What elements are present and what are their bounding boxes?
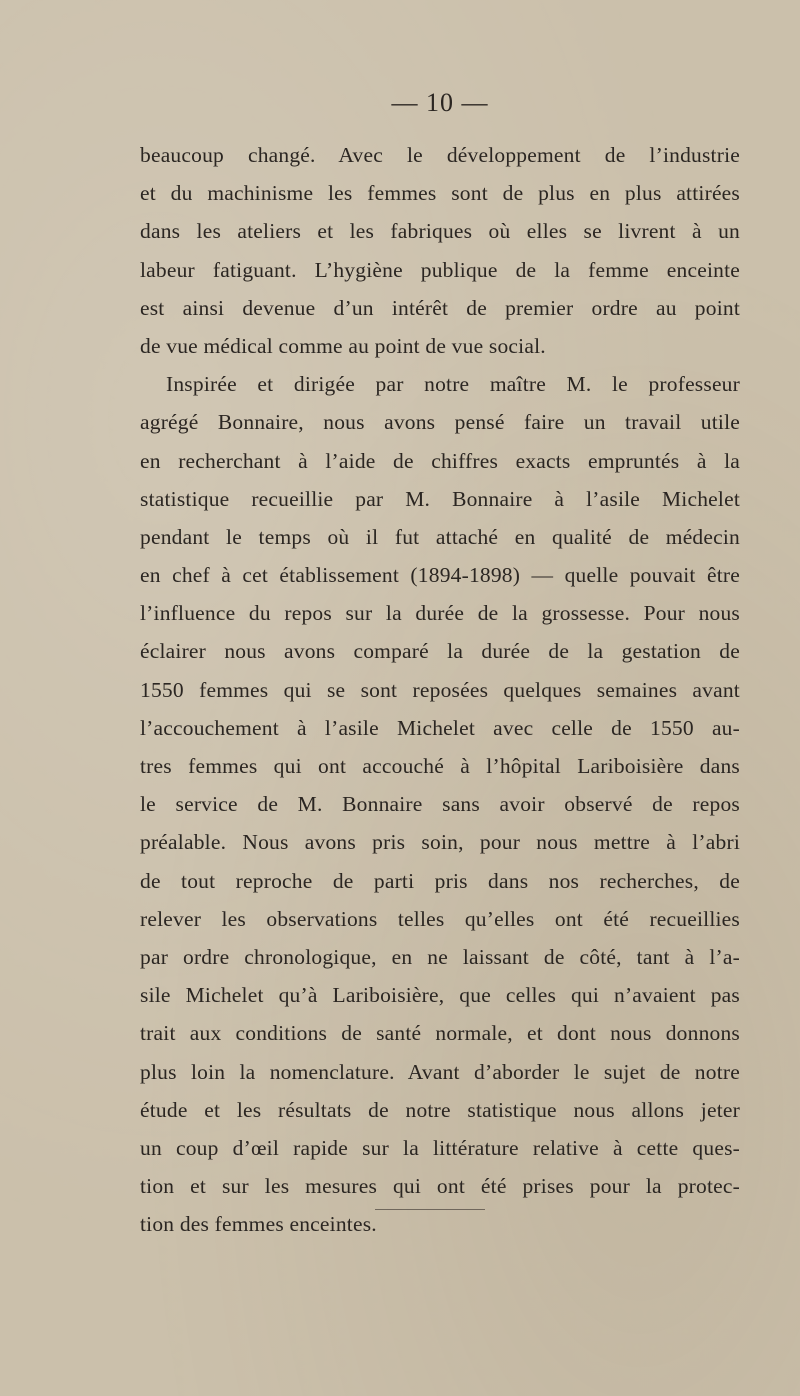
text-line: de tout reproche de parti pris dans nos recherches, de (140, 868, 740, 893)
text-line: statistique recueillie par M. Bonnaire à l’asile Michelet (140, 486, 740, 511)
text-line: labeur fatiguant. L’hygiène publique de la femme enceinte (140, 257, 740, 282)
text-line: éclairer nous avons comparé la durée de la gestation de (140, 639, 740, 664)
text-line: sile Michelet qu’à Lariboisière, que celles qui n’avaient pas (140, 983, 740, 1008)
text-line: préalable. Nous avons pris soin, pour nous mettre à l’abri (140, 830, 740, 855)
text-line: en chef à cet établissement (1894-1898) — quelle pouvait être (140, 563, 740, 588)
text-line: étude et les résultats de notre statistique nous allons jeter (140, 1097, 740, 1122)
text-line: de vue médical comme au point de vue social. (140, 333, 546, 358)
page-number: — 10 — (391, 88, 489, 117)
text-line: Inspirée et dirigée par notre maître M. le professeur (166, 372, 740, 397)
text-line: le service de M. Bonnaire sans avoir observé de repos (140, 792, 740, 817)
body-text (140, 136, 740, 1243)
text-line: et du machinisme les femmes sont de plus en plus attirées (140, 181, 740, 206)
text-line: l’influence du repos sur la durée de la grossesse. Pour nous (140, 601, 740, 626)
text-line: tion des femmes enceintes. (140, 1212, 377, 1237)
text-line: agrégé Bonnaire, nous avons pensé faire un travail utile (140, 410, 740, 435)
text-line: trait aux conditions de santé normale, et dont nous donnons (140, 1021, 740, 1046)
text-line: tres femmes qui ont accouché à l’hôpital Lariboisière dans (140, 754, 740, 778)
text-line: dans les ateliers et les fabriques où elles se livrent à un (140, 219, 740, 244)
text-line: tion et sur les mesures qui ont été prises pour la protec- (140, 1174, 740, 1199)
text-line: par ordre chronologique, en ne laissant de côté, tant à l’a- (140, 944, 740, 969)
text-line: beaucoup changé. Avec le développement de l’industrie (140, 143, 740, 167)
text-line: relever les observations telles qu’elles ont été recueillies (140, 906, 740, 931)
text-line: un coup d’œil rapide sur la littérature relative à cette ques- (140, 1135, 740, 1160)
section-divider (375, 1209, 485, 1210)
text-line: plus loin la nomenclature. Avant d’aborder le sujet de notre (140, 1059, 740, 1084)
text-line: l’accouchement à l’asile Michelet avec celle de 1550 au- (140, 715, 740, 740)
text-line: en recherchant à l’aide de chiffres exacts empruntés à la (140, 448, 740, 473)
text-line: est ainsi devenue d’un intérêt de premier ordre au point (140, 295, 740, 320)
text-line: 1550 femmes qui se sont reposées quelques semaines avant (140, 677, 740, 702)
text-line: pendant le temps où il fut attaché en qualité de médecin (140, 524, 740, 549)
